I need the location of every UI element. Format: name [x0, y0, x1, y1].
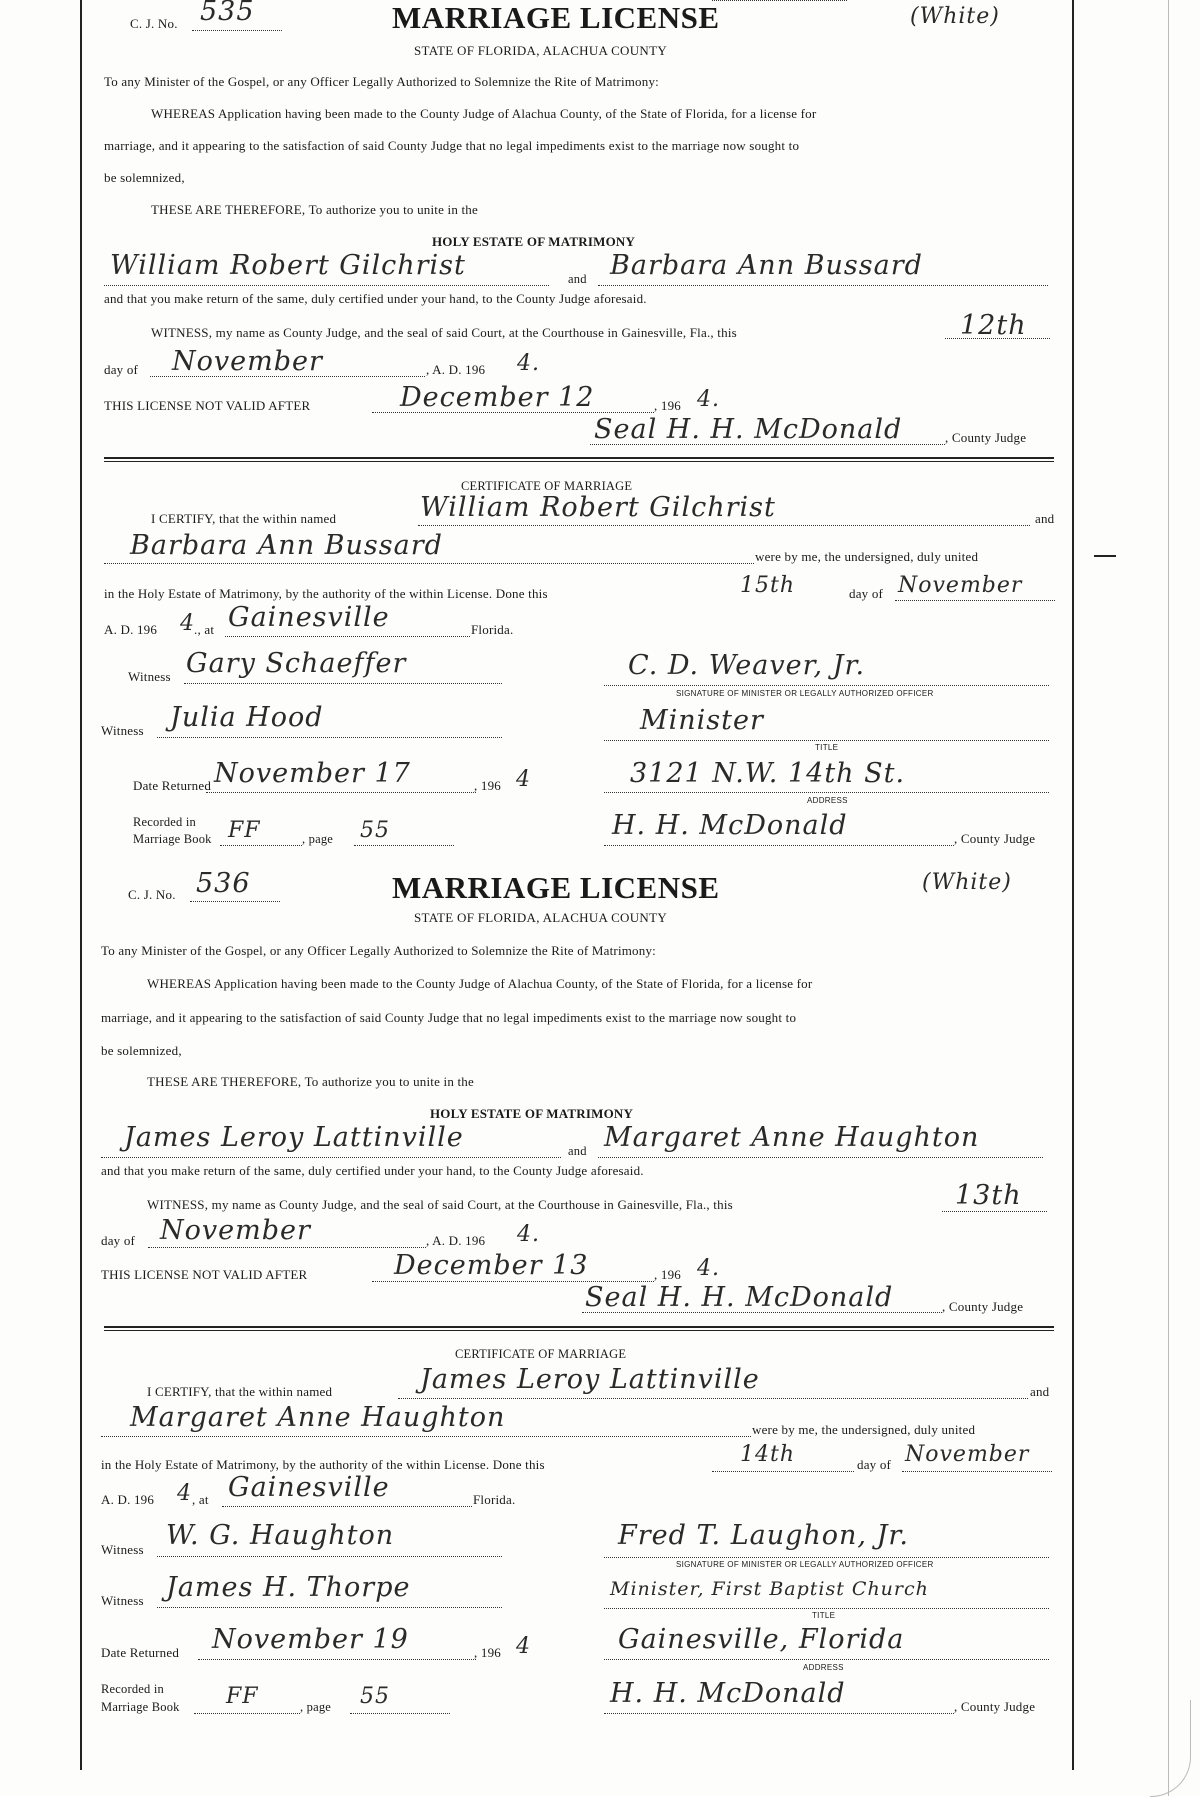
county-judge-label: , County Judge	[945, 430, 1027, 445]
margin-mark	[1094, 555, 1116, 557]
year-digit: 4.	[517, 1222, 540, 1247]
date-returned: November 17	[214, 758, 411, 789]
witness-line: WITNESS, my name as County Judge, and the seal of said Court, at the Courthouse in Gainesville, Fla., this	[147, 1197, 733, 1212]
month: November	[172, 346, 323, 377]
license-subtitle: STATE OF FLORIDA, ALACHUA COUNTY	[414, 910, 668, 925]
ad-label: , A. D. 196	[426, 362, 486, 377]
whereas-line-1: WHEREAS Application having been made to the County Judge of Alachua County, of the State of Florida, for a license for	[147, 976, 813, 991]
recorded-in-label: Recorded in	[133, 815, 196, 829]
witness-day: 12th	[960, 310, 1027, 341]
place: Gainesville	[228, 602, 390, 633]
not-valid-year-digit: 4.	[697, 1256, 720, 1281]
section-divider	[104, 1326, 1054, 1331]
not-valid-label: THIS LICENSE NOT VALID AFTER	[101, 1267, 308, 1282]
not-valid-year-digit: 4.	[697, 387, 720, 412]
not-valid-label: THIS LICENSE NOT VALID AFTER	[104, 398, 311, 413]
bride-name: Barbara Ann Bussard	[610, 250, 923, 281]
officer-address: 3121 N.W. 14th St.	[630, 758, 906, 789]
day-of-label: day of	[104, 362, 139, 377]
cert-groom-name: James Leroy Lattinville	[420, 1364, 760, 1395]
cj-number: 536	[196, 868, 251, 899]
holy-estate-line: in the Holy Estate of Matrimony, by the authority of the within License. Done this	[101, 1457, 545, 1472]
cert-ad-year-digit: 4	[180, 611, 195, 636]
race-note: (White)	[922, 870, 1012, 895]
whereas-line-1: WHEREAS Application having been made to the County Judge of Alachua County, of the State of Florida, for a license for	[151, 106, 817, 121]
witness-1-label: Witness	[101, 1542, 144, 1557]
book-number: FF	[226, 1684, 259, 1709]
day-of-label: day of	[101, 1233, 136, 1248]
cert-bride-name: Margaret Anne Haughton	[130, 1402, 506, 1433]
judge-seal-signature: Seal H. H. McDonald	[594, 414, 903, 445]
place: Gainesville	[228, 1472, 390, 1503]
witness-2-label: Witness	[101, 1593, 144, 1608]
united-label: were by me, the undersigned, duly united	[752, 1422, 976, 1437]
cj-label: C. J. No.	[130, 16, 178, 31]
officer-signature: Fred T. Laughon, Jr.	[618, 1520, 909, 1551]
florida-label: Florida.	[473, 1492, 516, 1507]
returned-year-label: , 196	[474, 778, 501, 793]
license-title: MARRIAGE LICENSE	[392, 870, 720, 905]
race-note: (White)	[910, 4, 1000, 29]
cj-number: 535	[200, 0, 255, 27]
cj-label: C. J. No.	[128, 887, 176, 902]
return-line: and that you make return of the same, duly certified under your hand, to the County Judge aforesaid.	[104, 291, 647, 306]
license-subtitle: STATE OF FLORIDA, ALACHUA COUNTY	[414, 43, 668, 58]
holy-estate-heading: HOLY ESTATE OF MATRIMONY	[432, 234, 636, 249]
year-digit: 4.	[517, 351, 540, 376]
recording-county-judge-label: , County Judge	[954, 1699, 1036, 1714]
return-line: and that you make return of the same, duly certified under your hand, to the County Judge aforesaid.	[101, 1163, 644, 1178]
cert-ad-year-digit: 4	[177, 1481, 192, 1506]
florida-label: Florida.	[471, 622, 514, 637]
witness-2-label: Witness	[101, 723, 144, 738]
recording-county-judge-label: , County Judge	[954, 831, 1036, 846]
witness-1-signature: W. G. Haughton	[166, 1520, 395, 1551]
and-label: and	[568, 1144, 587, 1158]
witness-2-signature: James H. Thorpe	[166, 1572, 411, 1603]
whereas-line-2: marriage, and it appearing to the satisfaction of said County Judge that no legal impediments exist to the marriage now sought to	[101, 1010, 797, 1025]
witness-1-label: Witness	[128, 669, 171, 684]
officer-title: Minister	[640, 705, 764, 736]
ad-label: , A. D. 196	[426, 1233, 486, 1248]
date-returned-label: Date Returned	[101, 1645, 180, 1660]
marriage-book-label: Marriage Book	[133, 832, 212, 846]
not-valid-year-label: , 196	[654, 398, 681, 413]
page-number: 55	[360, 1684, 390, 1709]
officer-caption: SIGNATURE OF MINISTER OR LEGALLY AUTHORIZED OFFICER	[676, 1560, 934, 1569]
section-divider	[104, 457, 1054, 462]
date-returned-label: Date Returned	[133, 778, 212, 793]
groom-name: James Leroy Lattinville	[124, 1122, 464, 1153]
whereas-line-3: be solemnized,	[104, 170, 185, 185]
witness-2-signature: Julia Hood	[170, 702, 324, 733]
page-label: , page	[300, 1700, 332, 1714]
done-day: 15th	[740, 573, 796, 598]
cert-day-of-label: day of	[857, 1457, 892, 1472]
cert-day-of-label: day of	[849, 586, 884, 601]
certify-label: I CERTIFY, that the within named	[147, 1384, 333, 1399]
recording-judge-signature: H. H. McDonald	[612, 810, 848, 841]
certificate-title: CERTIFICATE OF MARRIAGE	[455, 1347, 627, 1361]
book-number: FF	[228, 818, 261, 843]
at-label: ., at	[194, 622, 215, 637]
cert-groom-name: William Robert Gilchrist	[420, 492, 776, 523]
holy-estate-heading: HOLY ESTATE OF MATRIMONY	[430, 1106, 634, 1121]
title-caption: TITLE	[815, 743, 839, 752]
and-label: and	[568, 272, 587, 286]
recorded-in-label: Recorded in	[101, 1682, 164, 1696]
cert-and-label: and	[1030, 1384, 1050, 1399]
returned-year-digit: 4	[516, 1634, 531, 1659]
address-line: To any Minister of the Gospel, or any Officer Legally Authorized to Solemnize the Rite of Matrimony:	[104, 74, 659, 89]
bride-name: Margaret Anne Haughton	[604, 1122, 980, 1153]
officer-caption: SIGNATURE OF MINISTER OR LEGALLY AUTHORIZED OFFICER	[676, 689, 934, 698]
returned-year-label: , 196	[474, 1645, 501, 1660]
address-line: To any Minister of the Gospel, or any Officer Legally Authorized to Solemnize the Rite of Matrimony:	[101, 943, 656, 958]
cert-and-label: and	[1035, 511, 1055, 526]
holy-estate-line: in the Holy Estate of Matrimony, by the authority of the within License. Done this	[104, 586, 548, 601]
page-label: , page	[302, 832, 334, 846]
license-title: MARRIAGE LICENSE	[392, 0, 720, 35]
witness-day: 13th	[955, 1180, 1022, 1211]
therefore-line: THESE ARE THEREFORE, To authorize you to unite in the	[147, 1074, 474, 1089]
whereas-line-2: marriage, and it appearing to the satisfaction of said County Judge that no legal impediments exist to the marriage now sought to	[104, 138, 800, 153]
date-returned: November 19	[212, 1624, 409, 1655]
paper-corner	[1150, 1700, 1191, 1797]
returned-year-digit: 4	[516, 767, 531, 792]
not-valid-date: December 12	[400, 382, 595, 413]
therefore-line: THESE ARE THEREFORE, To authorize you to unite in the	[151, 202, 478, 217]
recording-judge-signature: H. H. McDonald	[610, 1678, 846, 1709]
page-border-left	[80, 0, 82, 1770]
title-caption: TITLE	[812, 1611, 836, 1620]
witness-line: WITNESS, my name as County Judge, and the seal of said Court, at the Courthouse in Gainesville, Fla., this	[151, 325, 737, 340]
address-caption: ADDRESS	[803, 1663, 844, 1672]
county-judge-label: , County Judge	[942, 1299, 1024, 1314]
cert-ad-label: A. D. 196	[104, 622, 158, 637]
certify-label: I CERTIFY, that the within named	[151, 511, 337, 526]
united-label: were by me, the undersigned, duly united	[755, 549, 979, 564]
paper-edge	[1168, 0, 1169, 1796]
address-caption: ADDRESS	[807, 796, 848, 805]
done-day: 14th	[740, 1442, 796, 1467]
judge-seal-signature: Seal H. H. McDonald	[585, 1282, 894, 1313]
not-valid-year-label: , 196	[654, 1267, 681, 1282]
page-border-right	[1072, 0, 1074, 1770]
done-month: November	[898, 573, 1023, 598]
cert-ad-label: A. D. 196	[101, 1492, 155, 1507]
whereas-line-3: be solemnized,	[101, 1043, 182, 1058]
officer-address: Gainesville, Florida	[618, 1624, 905, 1655]
witness-1-signature: Gary Schaeffer	[186, 648, 407, 679]
certificate-title: CERTIFICATE OF MARRIAGE	[461, 479, 633, 493]
month: November	[160, 1215, 311, 1246]
marriage-book-label: Marriage Book	[101, 1700, 180, 1714]
done-month: November	[905, 1442, 1030, 1467]
page-number: 55	[360, 818, 390, 843]
not-valid-date: December 13	[394, 1250, 589, 1281]
officer-title: Minister, First Baptist Church	[610, 1578, 929, 1600]
groom-name: William Robert Gilchrist	[110, 250, 466, 281]
at-label: , at	[192, 1492, 209, 1507]
cert-bride-name: Barbara Ann Bussard	[130, 530, 443, 561]
officer-signature: C. D. Weaver, Jr.	[628, 650, 866, 681]
